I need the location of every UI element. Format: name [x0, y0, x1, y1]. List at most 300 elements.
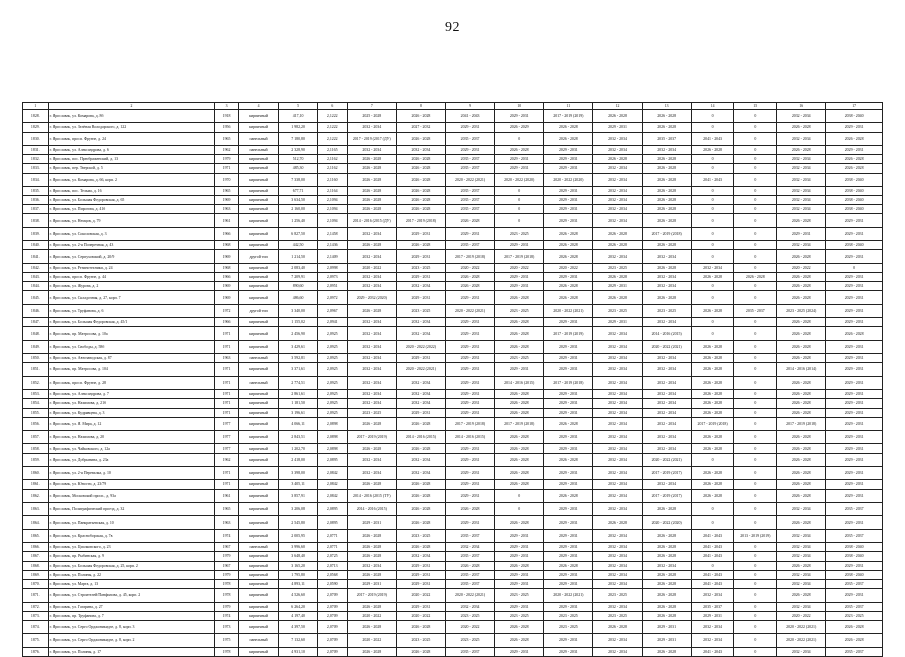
table-cell: 2032 - 2034 [691, 589, 734, 602]
table-cell: 2032 - 2034 [642, 444, 691, 453]
table-cell: 0 [691, 110, 734, 123]
table-cell: 2020 - 2022 (2020) [544, 173, 593, 186]
table-cell: 2,1160 [317, 173, 347, 186]
table-cell: 2023 - 2025 [495, 354, 544, 363]
row-number-cell: 1870. [23, 579, 49, 588]
table-cell: кирпичный [238, 602, 279, 611]
table-cell: 2029 - 2031 [396, 602, 445, 611]
table-cell: 0 [734, 173, 777, 186]
table-cell: 2029 - 2031 [446, 123, 495, 132]
table-cell: 486,60 [279, 291, 317, 304]
address-cell: г. Ярославль, ул. Полины, д. 22 [48, 570, 215, 579]
table-cell: 2029 - 2031 [446, 354, 495, 363]
table-cell: 2026 - 2028 [396, 173, 445, 186]
table-cell: 2029 - 2031 [826, 390, 883, 399]
table-cell: 1918 [215, 110, 239, 123]
table-cell: 2026 - 2028 [777, 444, 826, 453]
table-cell: 2029 - 2031 [826, 318, 883, 327]
table-cell: другой тип [238, 304, 279, 317]
table-cell: 3 405,11 [279, 480, 317, 489]
table-cell: 2035 - 2037 [446, 579, 495, 588]
table-cell: 2017 - 2019 (2017) [642, 467, 691, 480]
table-cell: 1971 [215, 467, 239, 480]
row-number-cell: 1858. [23, 444, 49, 453]
table-cell: 2029 - 2031 [826, 273, 883, 282]
table-cell: 2026 - 2028 [777, 453, 826, 466]
table-cell: 2023 - 2025 [347, 408, 396, 417]
row-number-cell: 1833. [23, 164, 49, 173]
table-cell: 2029 - 2031 [826, 408, 883, 417]
table-cell: 2029 - 2031 [495, 552, 544, 561]
table-cell: кирпичный [238, 620, 279, 633]
table-cell: 2023 - 2025 [396, 634, 445, 647]
table-cell: 0 [734, 570, 777, 579]
table-cell: 2032 - 2034 [642, 363, 691, 376]
table-cell: 2026 - 2028 [691, 489, 734, 502]
table-cell: 2026 - 2028 [642, 155, 691, 164]
table-cell: 2029 - 2031 [396, 273, 445, 282]
table-row [23, 340, 883, 353]
table-cell: 1967 [215, 543, 239, 552]
table-cell: 417,10 [279, 110, 317, 123]
table-cell: 2023 - 2025 [396, 263, 445, 272]
table-cell: 2032 - 2034 [593, 340, 642, 353]
table-row [23, 273, 883, 282]
address-cell: г. Ярославль, пос. Тельма, д. 16 [48, 186, 215, 195]
table-cell: 2026 - 2028 [642, 589, 691, 602]
row-number-cell: 1859. [23, 453, 49, 466]
table-cell: 2,0973 [317, 273, 347, 282]
table-cell: 2032 - 2034 [446, 543, 495, 552]
table-cell: 1962 [215, 453, 239, 466]
table-cell: 2026 - 2028 [396, 417, 445, 430]
table-cell: 2026 - 2028 [347, 570, 396, 579]
table-cell: 0 [734, 431, 777, 444]
table-row [23, 205, 883, 214]
table-cell: 2026 - 2028 [642, 214, 691, 227]
table-cell: 6 827,50 [279, 227, 317, 240]
table-cell: 2014 - 2016 (2014) [777, 363, 826, 376]
table-cell: 2026 - 2028 [691, 363, 734, 376]
row-number-cell: 1847. [23, 318, 49, 327]
table-cell: 2026 - 2028 [544, 291, 593, 304]
table-cell: 3 996,60 [279, 543, 317, 552]
table-cell: 2029 - 2031 [544, 444, 593, 453]
address-cell: г. Ярославль, ул. Серго Орджоникидзе, д. 8, корп. 3 [48, 620, 215, 633]
table-cell: 2,0951 [317, 282, 347, 291]
table-cell: 2032 - 2034 [777, 164, 826, 173]
table-cell: 2023 - 2025 [826, 611, 883, 620]
row-number-cell: 1875. [23, 634, 49, 647]
table-cell: 2,0998 [317, 263, 347, 272]
table-cell: 0 [734, 123, 777, 132]
address-cell: г. Ярославль, ул. Александрова, д. 7 [48, 390, 215, 399]
table-cell: 2029 - 2031 [495, 155, 544, 164]
table-cell: 2026 - 2028 [642, 579, 691, 588]
table-cell: 2020 - 2022 (2020) [642, 516, 691, 529]
table-cell: 2032 - 2034 [691, 263, 734, 272]
table-cell: 2026 - 2028 [642, 291, 691, 304]
table-cell: 2029 - 2031 [544, 340, 593, 353]
table-cell: 0 [734, 399, 777, 408]
table-cell: 2020 - 2022 [446, 620, 495, 633]
table-cell: кирпичный [238, 489, 279, 502]
table-cell: 1968 [215, 263, 239, 272]
address-cell: г. Ярославль, ул. Комарова, д. 66, корп. 2 [48, 173, 215, 186]
table-cell: 3 371,61 [279, 363, 317, 376]
table-cell: 2,1436 [317, 241, 347, 250]
table-cell: 2026 - 2028 [593, 516, 642, 529]
table-cell: кирпичный [238, 516, 279, 529]
table-cell: 2,0941 [317, 318, 347, 327]
table-cell: 1966 [215, 227, 239, 240]
table-row [23, 611, 883, 620]
table-cell: кирпичный [238, 273, 279, 282]
table-cell: кирпичный [238, 390, 279, 399]
table-cell: 2017 - 2019 (2018) [495, 250, 544, 263]
table-cell: панельный [238, 132, 279, 145]
table-cell: 2029 - 2031 [826, 480, 883, 489]
row-number-cell: 1840. [23, 241, 49, 250]
table-cell: 2029 - 2031 [826, 453, 883, 466]
table-cell: кирпичный [238, 340, 279, 353]
table-cell: 2,1222 [317, 132, 347, 145]
table-cell: 1 795,80 [279, 570, 317, 579]
table-cell: 2,0925 [317, 376, 347, 389]
table-row [23, 263, 883, 272]
table-cell: 2,1409 [317, 250, 347, 263]
table-cell: 2032 - 2034 [642, 318, 691, 327]
table-cell: 2032 - 2034 [642, 390, 691, 399]
table-cell: 0 [691, 561, 734, 570]
table-cell: 1971 [215, 327, 239, 340]
table-cell: 2,0925 [317, 390, 347, 399]
address-cell: г. Ярославль, ул. Циолковского, д. 23 [48, 543, 215, 552]
table-cell: 2026 - 2028 [691, 408, 734, 417]
table-cell: 0 [495, 214, 544, 227]
table-cell: 2026 - 2028 [347, 620, 396, 633]
table-cell: 2029 - 2031 [396, 561, 445, 570]
table-cell: 2032 - 2034 [777, 529, 826, 542]
table-cell: 2023 - 2025 (2024) [777, 304, 826, 317]
table-cell: 2,0725 [317, 552, 347, 561]
table-cell: кирпичный [238, 408, 279, 417]
table-cell: 0 [691, 186, 734, 195]
address-cell: г. Ярославль, Полиграфический проезд, д. 32 [48, 503, 215, 516]
table-cell: 2026 - 2028 [691, 354, 734, 363]
table-cell: 2032 - 2034 [777, 579, 826, 588]
table-cell: 0 [691, 123, 734, 132]
table-cell: 2026 - 2028 [544, 132, 593, 145]
table-cell: 2026 - 2028 [777, 318, 826, 327]
table-cell: 2026 - 2028 [347, 647, 396, 656]
table-cell: 2,0709 [317, 602, 347, 611]
table-cell: 1 214,50 [279, 250, 317, 263]
table-cell: 2026 - 2028 [396, 110, 445, 123]
table-cell: 1974 [215, 611, 239, 620]
table-cell: 2029 - 2031 [446, 444, 495, 453]
table-cell: 0 [734, 327, 777, 340]
column-number-header: 8 [396, 103, 445, 110]
table-cell: 2020 - 2022 (2021) [777, 634, 826, 647]
table-cell: 2032 - 2034 [396, 552, 445, 561]
table-cell: 2029 - 2031 [826, 214, 883, 227]
table-cell: 2023 - 2025 [544, 611, 593, 620]
table-cell: 2029 - 2031 [826, 354, 883, 363]
table-cell: 2029 - 2031 [495, 282, 544, 291]
table-cell: 2026 - 2028 [495, 145, 544, 154]
table-cell: 4 397,50 [279, 620, 317, 633]
table-cell: 2038 - 2040 [826, 241, 883, 250]
row-number-cell: 1867. [23, 552, 49, 561]
table-row [23, 291, 883, 304]
table-cell: 2032 - 2034 [593, 503, 642, 516]
table-cell: кирпичный [238, 529, 279, 542]
table-cell: 2023 - 2025 [593, 589, 642, 602]
address-cell: г. Ярославль, ул. Зелёная Володарского, д. 122 [48, 123, 215, 132]
table-cell: 2026 - 2028 [777, 273, 826, 282]
table-cell: 0 [691, 155, 734, 164]
table-cell: 2020 - 2022 [495, 263, 544, 272]
row-number-cell: 1864. [23, 516, 49, 529]
table-cell: 2029 - 2031 [446, 453, 495, 466]
table-cell: 2029 - 2031 [396, 570, 445, 579]
table-cell: 2032 - 2034 [777, 543, 826, 552]
table-cell: 2041 - 2043 [691, 570, 734, 579]
table-cell: 0 [734, 132, 777, 145]
row-number-cell: 1842. [23, 263, 49, 272]
address-cell: г. Ярославль, ул. Добрынина, д. 23а [48, 453, 215, 466]
table-cell: 2032 - 2034 [777, 173, 826, 186]
table-cell: 2 861,61 [279, 390, 317, 399]
table-cell: 0 [734, 647, 777, 656]
table-cell: 0 [734, 282, 777, 291]
table-cell: 1969 [215, 250, 239, 263]
table-cell: 2029 - 2031 [544, 354, 593, 363]
address-cell: г. Ярославль, ул. Чайковского, д. 12а [48, 444, 215, 453]
address-cell: г. Ярославль, ул. Журова, д. 2 [48, 282, 215, 291]
table-cell: 2014 - 2016 (2015) [495, 376, 544, 389]
table-cell: 2026 - 2028 [734, 273, 777, 282]
table-cell: 2020 - 2022 (2020) [495, 173, 544, 186]
table-cell: 1971 [215, 363, 239, 376]
table-cell: 2026 - 2028 [446, 273, 495, 282]
table-cell: 2026 - 2028 [396, 489, 445, 502]
table-cell: 2026 - 2028 [347, 480, 396, 489]
table-row [23, 173, 883, 186]
table-cell: 2026 - 2028 [691, 431, 734, 444]
table-cell: 2032 - 2034 [642, 354, 691, 363]
table-cell: 2017 - 2019 (2019) [544, 110, 593, 123]
table-cell: 2035 - 2037 [826, 529, 883, 542]
table-cell: 2032 - 2034 [777, 186, 826, 195]
table-cell: 2029 - 2031 [544, 516, 593, 529]
address-cell: г. Ярославль, ул. Резинотехники, д. 24 [48, 263, 215, 272]
table-cell: 2026 - 2028 [826, 620, 883, 633]
table-cell: 2026 - 2028 [777, 516, 826, 529]
table-cell: 1967 [215, 561, 239, 570]
table-cell: 2026 - 2028 [446, 503, 495, 516]
table-row [23, 408, 883, 417]
address-cell: г. Ярославль, ул. Я. Мира, д. 12 [48, 417, 215, 430]
table-cell: кирпичный [238, 417, 279, 430]
table-cell: 2038 - 2040 [826, 173, 883, 186]
table-cell: 2029 - 2031 [544, 390, 593, 399]
table-cell: 2,0713 [317, 561, 347, 570]
table-cell: 2 083,40 [279, 263, 317, 272]
table-row [23, 561, 883, 570]
table-cell: кирпичный [238, 214, 279, 227]
table-cell: 2026 - 2028 [544, 561, 593, 570]
table-cell: 2026 - 2028 [544, 282, 593, 291]
table-cell: 3 165,20 [279, 561, 317, 570]
table-cell: 2026 - 2028 [446, 561, 495, 570]
table-cell: 2026 - 2028 [642, 552, 691, 561]
table-cell: 2026 - 2029 [495, 123, 544, 132]
table-cell: 2026 - 2028 [347, 205, 396, 214]
table-cell: 2041 - 2043 [691, 552, 734, 561]
table-cell: 0 [691, 214, 734, 227]
table-cell: 2 005,95 [279, 529, 317, 542]
table-cell: 0 [734, 155, 777, 164]
table-cell: 1965 [215, 186, 239, 195]
table-cell: 2023 - 2025 [544, 620, 593, 633]
row-number-cell: 1834. [23, 173, 49, 186]
table-cell: 2032 - 2034 [691, 634, 734, 647]
table-cell: 2029 - 2032 (2020) [347, 291, 396, 304]
table-row [23, 390, 883, 399]
table-cell: 1978 [215, 647, 239, 656]
table-cell: 0 [734, 196, 777, 205]
address-cell: г. Ярославль, ул. Нахимова, д. 21б [48, 399, 215, 408]
table-cell: 3 196,61 [279, 408, 317, 417]
table-cell: 1 181,50 [279, 399, 317, 408]
table-cell: 0 [691, 196, 734, 205]
table-cell: 2029 - 2031 [544, 399, 593, 408]
table-cell: 0 [734, 589, 777, 602]
table-cell: 2026 - 2028 [642, 110, 691, 123]
table-cell: 2026 - 2028 [495, 516, 544, 529]
table-cell: 2029 - 2031 [446, 489, 495, 502]
table-cell: 2029 - 2031 [593, 123, 642, 132]
table-cell: 2029 - 2031 [446, 467, 495, 480]
table-cell: 2032 - 2034 [593, 164, 642, 173]
table-cell: 2029 - 2031 [544, 529, 593, 542]
table-cell: 1971 [215, 340, 239, 353]
column-number-header: 3 [215, 103, 239, 110]
table-cell: 2029 - 2031 [446, 376, 495, 389]
address-cell: г. Ярославль, просп. Фрунзе, д. 24 [48, 132, 215, 145]
table-cell: 2041 - 2043 [691, 543, 734, 552]
table-cell: 2029 - 2031 [396, 291, 445, 304]
table-cell: 2032 - 2034 [396, 390, 445, 399]
table-cell: 2029 - 2031 [691, 611, 734, 620]
table-cell: кирпичный [238, 503, 279, 516]
table-cell: 2029 - 2031 [826, 399, 883, 408]
table-cell: 2014 - 2016 (2015) [347, 503, 396, 516]
table-cell: 2026 - 2028 [642, 241, 691, 250]
column-number-header: 12 [593, 103, 642, 110]
address-cell: г. Ярославль, ул. Строителей/Панфилова, д. 45, корп. 2 [48, 589, 215, 602]
table-cell: кирпичный [238, 196, 279, 205]
table-cell: 2020 - 2022 (2021) [446, 589, 495, 602]
table-cell: 0 [691, 227, 734, 240]
table-cell: 2035 - 2037 [446, 241, 495, 250]
table-cell: 2026 - 2028 [593, 227, 642, 240]
table-cell: кирпичный [238, 453, 279, 466]
table-cell: 2020 - 2022 (2021) [544, 589, 593, 602]
table-cell: 2026 - 2028 [544, 489, 593, 502]
table-cell: 0 [691, 453, 734, 466]
table-cell: 2032 - 2034 [593, 205, 642, 214]
table-cell: 2026 - 2028 [593, 291, 642, 304]
table-cell: 2029 - 2031 [446, 318, 495, 327]
table-cell: 2,0895 [317, 516, 347, 529]
table-cell: 2029 - 2031 [495, 529, 544, 542]
table-cell: 2026 - 2028 [777, 390, 826, 399]
row-number-cell: 1855. [23, 408, 49, 417]
table-cell: кирпичный [238, 444, 279, 453]
row-number-cell: 1839. [23, 227, 49, 240]
table-cell: 2032 - 2034 [347, 327, 396, 340]
column-number-header: 9 [446, 103, 495, 110]
table-cell: 2029 - 2031 [446, 390, 495, 399]
table-cell: 2026 - 2028 [777, 123, 826, 132]
table-cell: 2023 - 2025 [396, 304, 445, 317]
table-cell: 0 [734, 480, 777, 489]
row-number-cell: 1831. [23, 145, 49, 154]
table-cell: кирпичный [238, 561, 279, 570]
table-cell: 2026 - 2028 [396, 155, 445, 164]
table-cell: 0 [495, 205, 544, 214]
table-cell: 2032 - 2034 [593, 250, 642, 263]
table-cell: 0 [734, 634, 777, 647]
table-cell: 2029 - 2031 [396, 227, 445, 240]
table-cell: 2032 - 2034 [593, 417, 642, 430]
table-cell: 2026 - 2028 [777, 399, 826, 408]
table-cell: 2026 - 2028 [495, 561, 544, 570]
table-cell: 2032 - 2034 [396, 376, 445, 389]
table-cell: 3 340,00 [279, 304, 317, 317]
table-cell: 2029 - 2031 [495, 579, 544, 588]
table-cell: 2020 - 2022 [347, 263, 396, 272]
table-cell: 1969 [215, 282, 239, 291]
table-cell: 2041 - 2043 [691, 647, 734, 656]
row-number-cell: 1869. [23, 570, 49, 579]
table-cell: 2029 - 2031 [396, 250, 445, 263]
table-cell: 2032 - 2034 [347, 282, 396, 291]
table-cell: 2026 - 2028 [446, 214, 495, 227]
table-cell: 2026 - 2028 [495, 291, 544, 304]
table-row [23, 214, 883, 227]
table-cell: 2,1094 [317, 214, 347, 227]
table-cell: 0 [495, 132, 544, 145]
address-cell: г. Ярославль, ул. Нахимова, д. 20 [48, 431, 215, 444]
table-cell: 0 [734, 602, 777, 611]
table-cell: 2,1162 [317, 155, 347, 164]
table-row [23, 602, 883, 611]
table-cell: 2032 - 2034 [593, 390, 642, 399]
table-cell: 2026 - 2028 [347, 552, 396, 561]
row-number-cell: 1838. [23, 214, 49, 227]
table-cell: 2041 - 2043 [691, 132, 734, 145]
table-cell: 2032 - 2034 [593, 132, 642, 145]
table-cell: 2032 - 2034 [642, 376, 691, 389]
table-cell: 2026 - 2028 [495, 431, 544, 444]
table-cell: 2026 - 2028 [642, 173, 691, 186]
table-cell: 3 206,08 [279, 503, 317, 516]
table-cell: 2035 - 2037 [446, 205, 495, 214]
